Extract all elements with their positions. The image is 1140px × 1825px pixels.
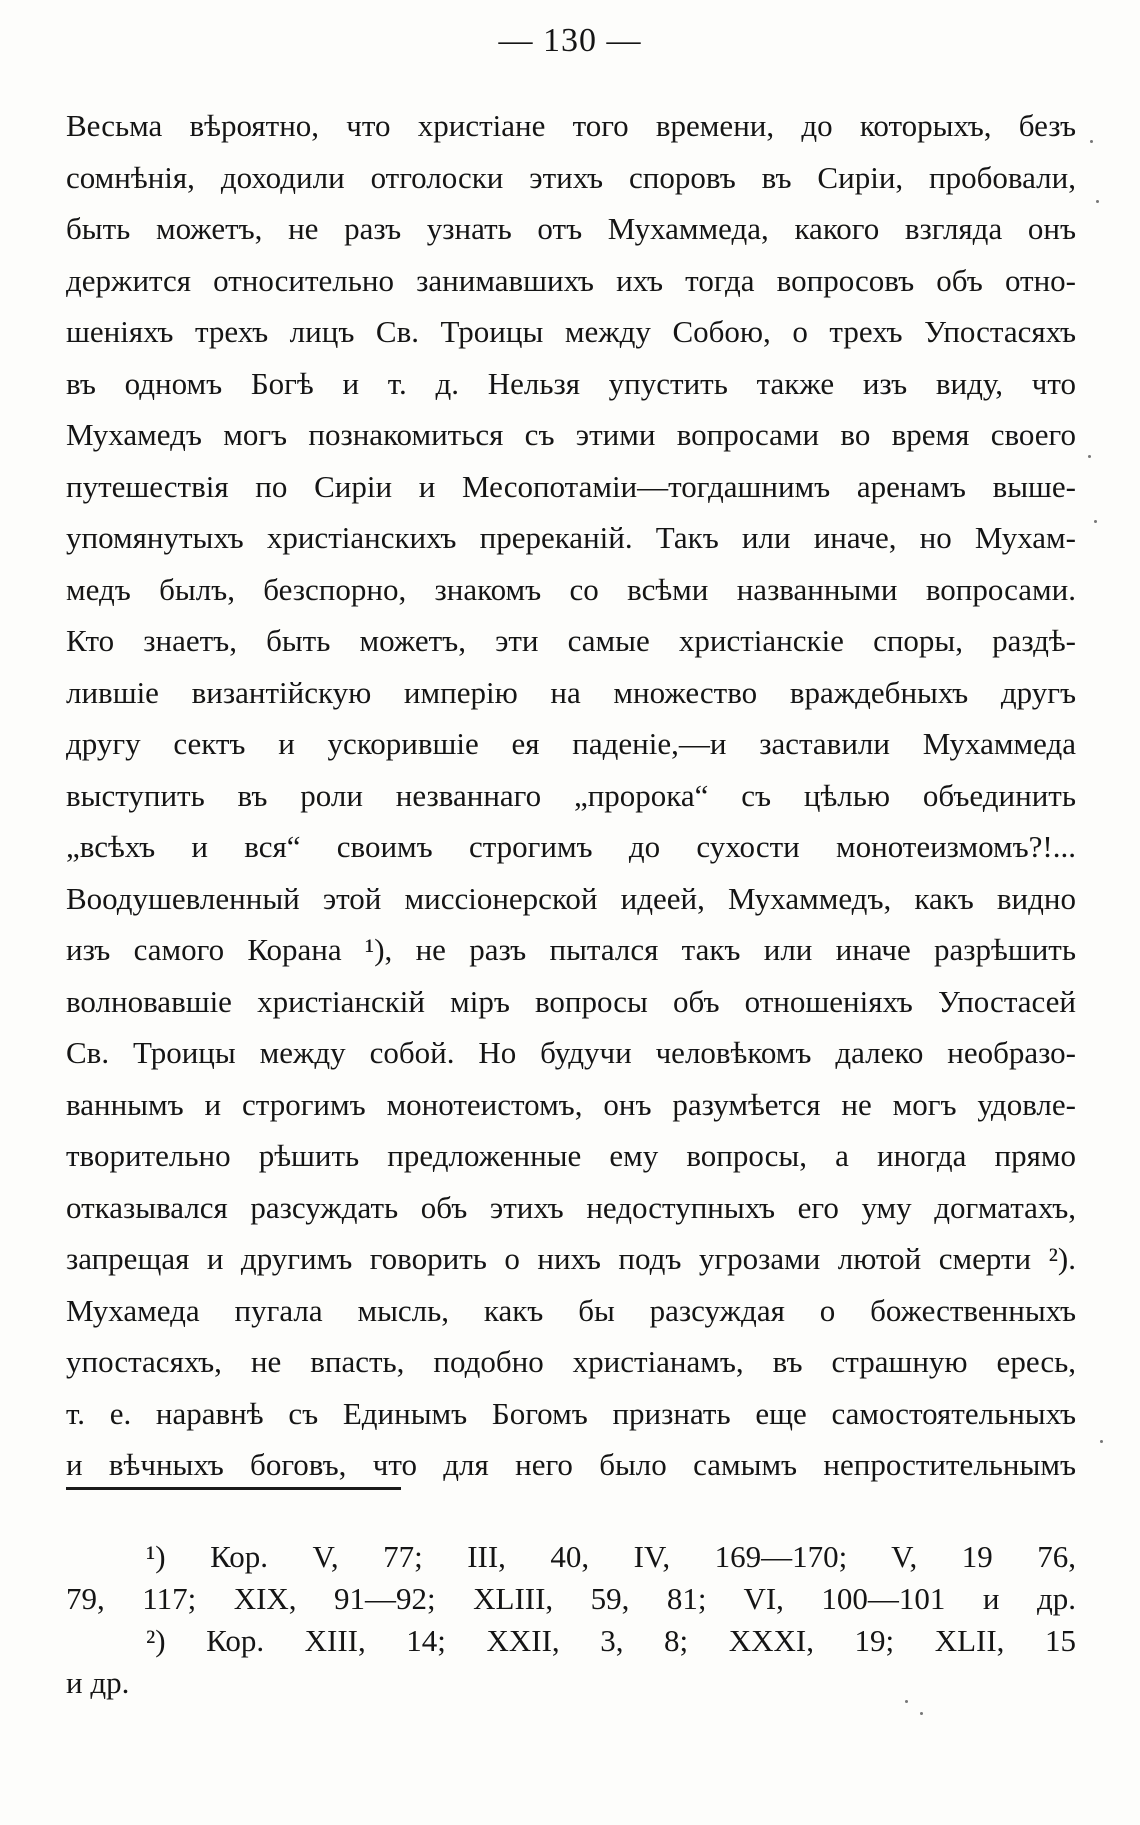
body-line: держится относительно занимавшихъ ихъ тогда вопросовъ объ отно- (66, 262, 1076, 298)
body-line: въ одномъ Богѣ и т. д. Нельзя упустить также изъ виду, что (66, 365, 1076, 401)
body-line: „всѣхъ и вся“ своимъ строгимъ до сухости монотеизмомъ?!... (66, 829, 1076, 864)
body-line: выступить въ роли незваннаго „пророка“ съ цѣлью объединить (66, 777, 1076, 813)
body-line: волновавшiе христiанскiй мiръ вопросы объ отношенiяхъ Упостасей (66, 983, 1076, 1019)
body-line: путешествiя по Сирiи и Месопотамiи—тогдашнимъ аренамъ выше- (66, 468, 1076, 504)
body-line: упомянутыхъ христiанскихъ пререканiй. Такъ или иначе, но Мухам- (66, 520, 1076, 555)
footnote-line: 79, 117; XIX, 91—92; XLIII, 59, 81; VI, 100—101 и др. (66, 1581, 1076, 1616)
body-line: Кто знаетъ, быть можетъ, эти самые христiанскiе споры, раздѣ- (66, 623, 1076, 658)
body-line: т. е. наравнѣ съ Единымъ Богомъ признать еще самостоятельныхъ (66, 1395, 1076, 1431)
body-line: шенiяхъ трехъ лицъ Св. Троицы между Собою, о трехъ Упостасяхъ (66, 314, 1076, 349)
body-text (66, 100, 1076, 1491)
page-number: — 130 — (498, 22, 642, 59)
footnote-line: ²) Кор. XIII, 14; XXII, 3, 8; XXXI, 19; XLII, 15 (146, 1623, 1076, 1658)
body-line: другу сектъ и ускорившiе ея паденiе,—и заставили Мухаммеда (66, 726, 1076, 761)
print-speck (1090, 140, 1093, 143)
print-speck (1100, 1440, 1103, 1443)
body-line: быть можетъ, не разъ узнать отъ Мухаммеда, какого взгляда онъ (66, 211, 1076, 246)
body-line: медъ былъ, безспорно, знакомъ со всѣми названными вопросами. (66, 571, 1076, 607)
body-line: Мухамедъ могъ познакомиться съ этими вопросами во время своего (66, 417, 1076, 452)
body-line: изъ самого Корана ¹), не разъ пытался такъ или иначе разрѣшить (66, 932, 1076, 967)
footnote-line: ¹) Кор. V, 77; III, 40, IV, 169—170; V, 19 76, (146, 1539, 1076, 1574)
body-line: Воодушевленный этой миссiонерской идеей, Мухаммедъ, какъ видно (66, 880, 1076, 916)
footnote-line: и др. (66, 1665, 130, 1700)
print-speck (1088, 455, 1091, 458)
print-speck (920, 1712, 923, 1715)
print-speck (1096, 200, 1099, 203)
print-speck (905, 1700, 908, 1703)
body-line: Св. Троицы между собой. Но будучи человѣкомъ далеко необразо- (66, 1035, 1076, 1070)
body-line: ваннымъ и строгимъ монотеистомъ, онъ разумѣется не могъ удовле- (66, 1086, 1076, 1122)
body-line: отказывался разсуждать объ этихъ недоступныхъ его уму догматахъ, (66, 1189, 1076, 1225)
body-line: и вѣчныхъ боговъ, что для него было самымъ непростительнымъ (66, 1447, 1076, 1482)
body-line: Весьма вѣроятно, что христiане того времени, до которыхъ, безъ (66, 108, 1076, 143)
footnote-divider (66, 1487, 401, 1490)
body-line: Мухамеда пугала мысль, какъ бы разсуждая о божественныхъ (66, 1292, 1076, 1328)
body-line: сомнѣнiя, доходили отголоски этихъ споровъ въ Сирiи, пробовали, (66, 159, 1076, 195)
body-line: запрещая и другимъ говорить о нихъ подъ угрозами лютой смерти ²). (66, 1241, 1076, 1276)
footnotes (66, 1536, 1076, 1704)
print-speck (1094, 520, 1097, 523)
body-line: лившiе византiйскую имперiю на множество враждебныхъ другъ (66, 674, 1076, 710)
body-line: творительно рѣшить предложенные ему вопросы, а иногда прямо (66, 1138, 1076, 1173)
body-line: упостасяхъ, не впасть, подобно христiанамъ, въ страшную ересь, (66, 1344, 1076, 1379)
